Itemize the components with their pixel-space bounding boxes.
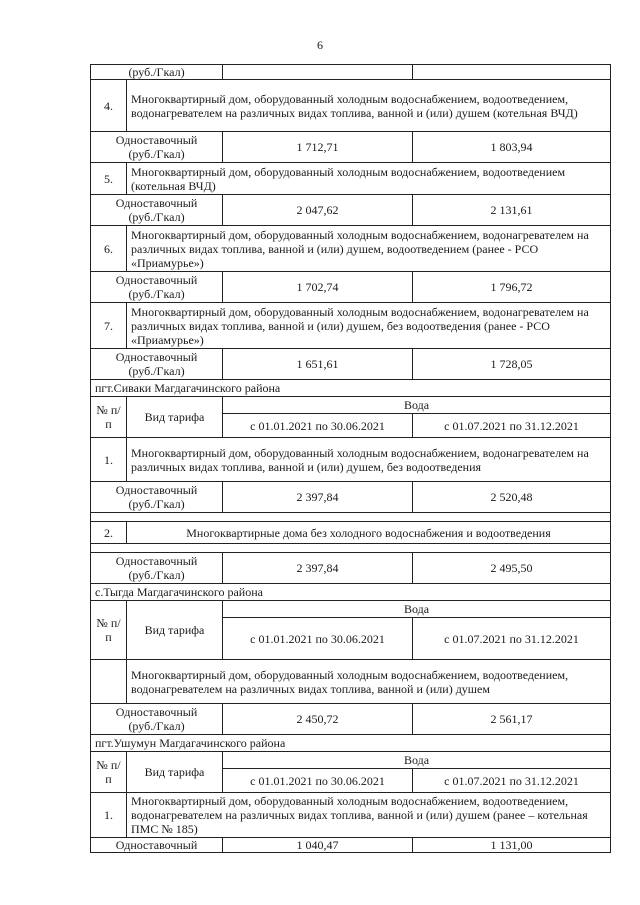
row-number: 2. [91,522,127,544]
spacer-row [91,544,611,553]
tariff-value-h2: 1 796,72 [413,272,611,303]
tariff-value-h2: 1 728,05 [413,349,611,380]
header-water: Вода [223,752,611,769]
tariff-row [91,349,611,380]
section-row [91,793,611,838]
row-description: Многоквартирный дом, оборудованный холодным водоснабжением, водоотведением, водонагревателем на различных видах топлива, ванной и (или) душем [127,660,611,704]
continuation-row [91,65,611,80]
section-row [91,163,611,195]
header-tariff-type: Вид тарифа [127,752,223,793]
tariff-value-h2: 2 520,48 [413,482,611,513]
row-description: Многоквартирный дом, оборудованный холодным водоснабжением, водонагревателем на различных видах топлива, ванной и (или) душем, без водоотведения [127,438,611,482]
row-number: 1. [91,793,127,838]
row-description: Многоквартирный дом, оборудованный холодным водоснабжением, водонагревателем на различных видах топлива, ванной и (или) душем, водоотведением (ранее - РСО «Приамурье») [127,226,611,272]
section-row [91,303,611,349]
header-row [91,601,611,618]
row-description: Многоквартирный дом, оборудованный холодным водоснабжением, водонагревателем на различных видах топлива, ванной и (или) душем, без водоотведения (ранее - РСО «Приамурье») [127,303,611,349]
section-row [91,80,611,132]
row-number: 6. [91,226,127,272]
row-number: 4. [91,80,127,132]
tariff-value-h1: 2 397,84 [223,482,413,513]
header-period-2: с 01.07.2021 по 31.12.2021 [413,414,611,438]
tariff-value-h2: 2 495,50 [413,553,611,584]
tariff-value-h2: 1 131,00 [413,838,611,853]
row-number [91,660,127,704]
row-number: 5. [91,163,127,195]
tariff-type: Одноставочный [91,838,223,853]
header-period-2: с 01.07.2021 по 31.12.2021 [413,618,611,660]
tariff-type: Одноставочный (руб./Гкал) [91,482,223,513]
header-period-1: с 01.01.2021 по 30.06.2021 [223,414,413,438]
region-heading-row [91,735,611,752]
header-number: № п/п [91,752,127,793]
region-title: пгт.Сиваки Магдагачинского района [91,380,611,397]
tariff-value-h1: 1 712,71 [223,132,413,163]
tariff-value-h1: 2 047,62 [223,195,413,226]
header-period-1: с 01.01.2021 по 30.06.2021 [223,769,413,793]
tariff-type: Одноставочный (руб./Гкал) [91,272,223,303]
tariff-value-h1: 1 651,61 [223,349,413,380]
tariff-row [91,482,611,513]
tariff-type: Одноставочный (руб./Гкал) [91,132,223,163]
row-description: Многоквартирный дом, оборудованный холодным водоснабжением, водоотведением (котельная ВЧД) [127,163,611,195]
tariff-value-h1: 2 450,72 [223,704,413,735]
header-number: № п/п [91,397,127,438]
row-description: Многоквартирный дом, оборудованный холодным водоснабжением, водоотведением, водонагревателем на различных видах топлива, ванной и (или) душем (котельная ВЧД) [127,80,611,132]
tariff-type: Одноставочный (руб./Гкал) [91,704,223,735]
region-title: пгт.Ушумун Магдагачинского района [91,735,611,752]
row-description: Многоквартирные дома без холодного водоснабжения и водоотведения [127,522,611,544]
header-tariff-type: Вид тарифа [127,601,223,660]
header-period-1: с 01.01.2021 по 30.06.2021 [223,618,413,660]
tariff-row [91,195,611,226]
header-period-2: с 01.07.2021 по 31.12.2021 [413,769,611,793]
tariff-value-h1: 1 702,74 [223,272,413,303]
header-water: Вода [223,601,611,618]
row-description: Многоквартирный дом, оборудованный холодным водоснабжением, водоотведением, водонагревателем на различных видах топлива, ванной и (или) душем (ранее – котельная ПМС № 185) [127,793,611,838]
section-row [91,438,611,482]
header-tariff-type: Вид тарифа [127,397,223,438]
region-heading-row [91,380,611,397]
section-row [91,660,611,704]
tariff-value-h2: 1 803,94 [413,132,611,163]
section-row [91,226,611,272]
tariff-type: Одноставочный (руб./Гкал) [91,553,223,584]
page-number: 6 [317,38,323,52]
tariff-row [91,132,611,163]
section-row [91,522,611,544]
row-number: 7. [91,303,127,349]
row-number: 1. [91,438,127,482]
header-row [91,752,611,769]
header-number: № п/п [91,601,127,660]
tariff-row [91,704,611,735]
tariff-row [91,272,611,303]
tariff-table [90,64,611,853]
header-water: Вода [223,397,611,414]
tariff-row [91,553,611,584]
tariff-row [91,838,611,853]
region-heading-row [91,584,611,601]
header-row [91,397,611,414]
tariff-unit-label: (руб./Гкал) [91,65,223,80]
tariff-value-h1: 1 040,47 [223,838,413,853]
spacer-row [91,513,611,522]
tariff-value-h1: 2 397,84 [223,553,413,584]
tariff-type: Одноставочный (руб./Гкал) [91,195,223,226]
tariff-value-h2: 2 561,17 [413,704,611,735]
tariff-value-h2: 2 131,61 [413,195,611,226]
region-title: с.Тыгда Магдагачинского района [91,584,611,601]
tariff-type: Одноставочный (руб./Гкал) [91,349,223,380]
